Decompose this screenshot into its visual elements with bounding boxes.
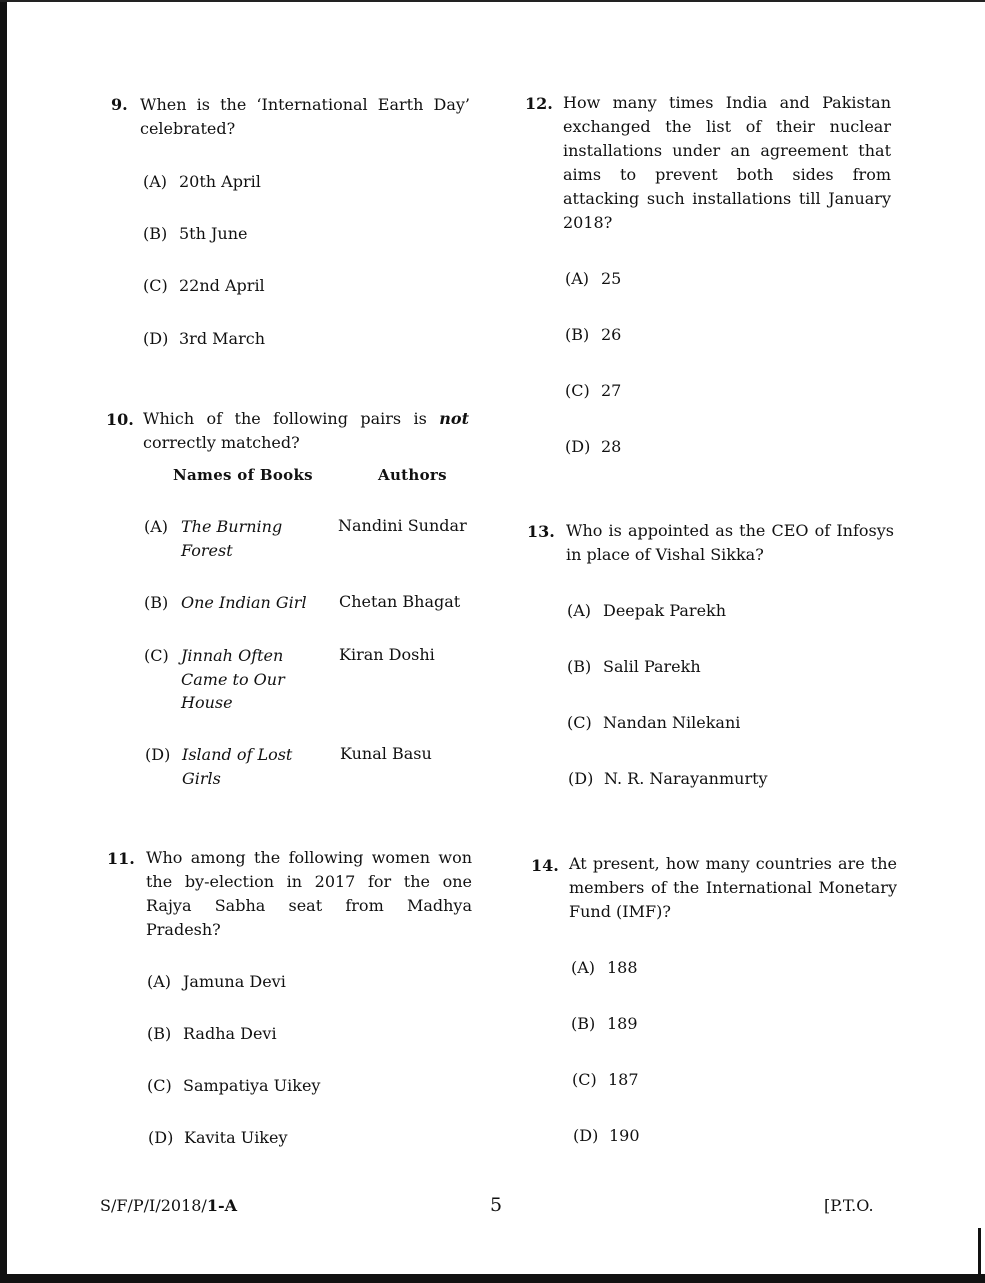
question-number: 9.: [111, 95, 128, 114]
question-emphasis: not: [439, 409, 469, 428]
option-text: Kavita Uikey: [184, 1128, 288, 1147]
option-text: 188: [607, 958, 638, 977]
question-text-part: Which of the following pairs is: [143, 409, 440, 428]
option-label: (B): [567, 657, 592, 676]
book-title: One Indian Girl: [181, 593, 307, 612]
option-text: Nandan Nilekani: [603, 713, 741, 732]
option-a[interactable]: [567, 599, 726, 623]
question-text: [143, 407, 469, 455]
option-text: 20th April: [179, 172, 261, 191]
option-label: (B): [147, 1024, 172, 1043]
option-text: 189: [607, 1014, 638, 1033]
option-text: Salil Parekh: [603, 657, 701, 676]
option-label: (A): [147, 972, 172, 991]
option-d[interactable]: [565, 435, 621, 459]
option-label: (C): [147, 1076, 172, 1095]
option-c[interactable]: [572, 1068, 639, 1092]
option-text: 26: [601, 325, 622, 344]
scan-border-left: [0, 0, 7, 1283]
option-text: 5th June: [179, 224, 248, 243]
option-b[interactable]: [565, 323, 621, 347]
option-c[interactable]: [565, 379, 621, 403]
paper-code-suffix: 1-A: [206, 1196, 238, 1215]
question-number: 12.: [525, 94, 553, 113]
option-label: (A): [565, 269, 590, 288]
option-label: (D): [573, 1126, 599, 1145]
option-a[interactable]: [147, 970, 286, 994]
question-number: 11.: [107, 849, 135, 868]
pto-note: [P.T.O.: [824, 1196, 874, 1215]
option-label: (C): [143, 276, 168, 295]
paper-code-prefix: S/F/P/I/2018/: [100, 1196, 207, 1215]
option-text: 25: [601, 269, 622, 288]
option-label: (C): [567, 713, 592, 732]
option-text: 187: [608, 1070, 639, 1089]
option-text: Sampatiya Uikey: [183, 1076, 321, 1095]
scan-border-top: [0, 0, 985, 2]
option-label: (D): [565, 437, 591, 456]
option-label: (A): [144, 517, 169, 536]
option-a[interactable]: [143, 170, 261, 194]
question-text: How many times India and Pakistan exchanged the list of their nuclear installations under an agreement that aims to prevent both sides from attacking such installations till January 2018?: [563, 93, 891, 232]
option-c[interactable]: [147, 1074, 320, 1098]
option-label: (D): [145, 745, 171, 764]
option-a[interactable]: [571, 956, 638, 980]
option-label: (B): [571, 1014, 596, 1033]
option-label: (A): [567, 601, 592, 620]
option-label: (D): [568, 769, 594, 788]
question-number: 13.: [527, 522, 555, 541]
book-title: The Burning Forest: [181, 517, 283, 560]
option-text: Deepak Parekh: [603, 601, 727, 620]
option-label: (A): [143, 172, 168, 191]
option-d[interactable]: [573, 1124, 640, 1148]
question-text: At present, how many countries are the members of the International Monetary Fund (IMF)?: [569, 854, 897, 921]
option-b[interactable]: [143, 222, 248, 246]
option-text: 27: [601, 381, 622, 400]
option-b[interactable]: [147, 1022, 277, 1046]
author-name: Chetan Bhagat: [339, 592, 461, 611]
option-a[interactable]: [565, 267, 621, 291]
book-title: Island of Lost Girls: [182, 745, 293, 788]
option-c[interactable]: [143, 274, 265, 298]
book-title: Jinnah Often Came to Our House: [181, 646, 285, 712]
column-header-authors: Authors: [378, 466, 447, 484]
author-name: Kunal Basu: [340, 744, 432, 763]
option-text: Radha Devi: [183, 1024, 277, 1043]
option-b[interactable]: [567, 655, 701, 679]
question-text: When is the ‘International Earth Day’ celebrated?: [140, 95, 470, 138]
option-text: 22nd April: [179, 276, 265, 295]
column-header-books: Names of Books: [173, 466, 313, 484]
question-text: Who is appointed as the CEO of Infosys in place of Vishal Sikka?: [566, 521, 894, 564]
option-text: 190: [609, 1126, 640, 1145]
question-number: 10.: [106, 410, 134, 429]
option-label: (A): [571, 958, 596, 977]
option-d[interactable]: [568, 767, 768, 791]
option-label: (C): [144, 646, 169, 665]
option-label: (B): [143, 224, 168, 243]
option-c[interactable]: [567, 711, 740, 735]
option-label: (B): [565, 325, 590, 344]
option-label: (B): [144, 593, 169, 612]
author-name: Nandini Sundar: [338, 516, 467, 535]
page-number: 5: [490, 1194, 503, 1216]
option-text: N. R. Narayanmurty: [604, 769, 768, 788]
option-b[interactable]: [571, 1012, 638, 1036]
paper-code: [100, 1196, 237, 1215]
scan-border-bottom: [0, 1274, 985, 1283]
option-label: (C): [565, 381, 590, 400]
option-label: (D): [148, 1128, 174, 1147]
question-text-part: correctly matched?: [143, 433, 300, 452]
option-text: 3rd March: [179, 329, 265, 348]
option-text: Jamuna Devi: [183, 972, 286, 991]
scan-border-right: [978, 1228, 981, 1278]
option-d[interactable]: [148, 1126, 288, 1150]
option-d[interactable]: [143, 327, 265, 351]
question-text: Who among the following women won the by-election in 2017 for the one Rajya Sabha seat from Madhya Pradesh?: [146, 848, 472, 939]
question-number: 14.: [531, 856, 559, 875]
option-label: (C): [572, 1070, 597, 1089]
option-label: (D): [143, 329, 169, 348]
option-text: 28: [601, 437, 622, 456]
author-name: Kiran Doshi: [339, 645, 435, 664]
